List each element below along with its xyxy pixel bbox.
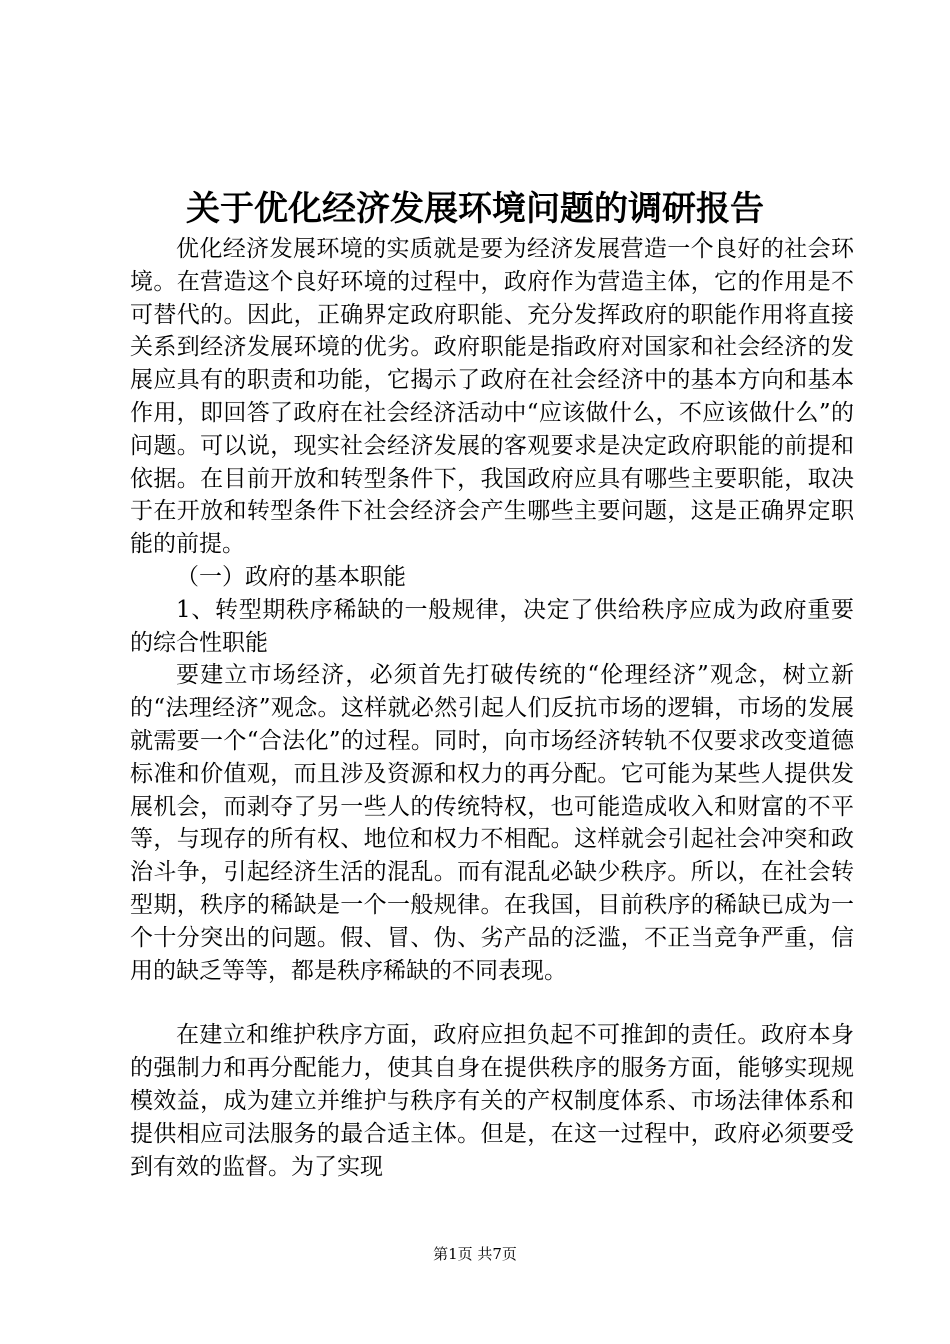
document-title: 关于优化经济发展环境问题的调研报告 (186, 189, 764, 229)
page-footer: 第1页 共7页 (433, 1245, 517, 1263)
paragraph-market-economy: 要建立市场经济，必须首先打破传统的“伦理经济”观念，树立新的“法理经济”观念。这样就必然引起人们反抗市场的逻辑，市场的发展就需要一个“合法化”的过程。同时，向市场经济转轨不仅要求改变道德标准和价值观，而且涉及资源和权力的再分配。它可能为某些人提供发展机会，而剥夺了另一些人的传统特权，也可能造成收入和财富的不平等，与现存的所有权、地位和权力不相配。这样就会引起社会冲突和政治斗争，引起经济生活的混乱。而有混乱必缺少秩序。所以，在社会转型期，秩序的稀缺是一个一般规律。在我国，目前秩序的稀缺已成为一个十分突出的问题。假、冒、伪、劣产品的泛滥，不正当竞争严重，信用的缺乏等等，都是秩序稀缺的不同表现。 (130, 662, 854, 984)
section-heading: （一）政府的基本职能 (176, 563, 406, 590)
paragraph-intro: 优化经济发展环境的实质就是要为经济发展营造一个良好的社会环境。在营造这个良好环境的过程中，政府作为营造主体，它的作用是不可替代的。因此，正确界定政府职能、充分发挥政府的职能作用将直接关系到经济发展环境的优劣。政府职能是指政府对国家和社会经济的发展应具有的职责和功能，它揭示了政府在社会经济中的基本方向和基本作用，即回答了政府在社会经济活动中“应该做什么，不应该做什么”的问题。可以说，现实社会经济发展的客观要求是决定政府职能的前提和依据。在目前开放和转型条件下，我国政府应具有哪些主要职能，取决于在开放和转型条件下社会经济会产生哪些主要问题，这是正确界定职能的前提。 (130, 236, 854, 558)
document-body (130, 233, 854, 1183)
paragraph-government-order: 在建立和维护秩序方面，政府应担负起不可推卸的责任。政府本身的强制力和再分配能力，使其自身在提供秩序的服务方面，能够实现规模效益，成为建立并维护与秩序有关的产权制度体系、市场法律体系和提供相应司法服务的最合适主体。但是，在这一过程中，政府必须要受到有效的监督。为了实现 (130, 1022, 854, 1180)
subsection-heading: 1、转型期秩序稀缺的一般规律，决定了供给秩序应成为政府重要的综合性职能 (130, 596, 854, 656)
